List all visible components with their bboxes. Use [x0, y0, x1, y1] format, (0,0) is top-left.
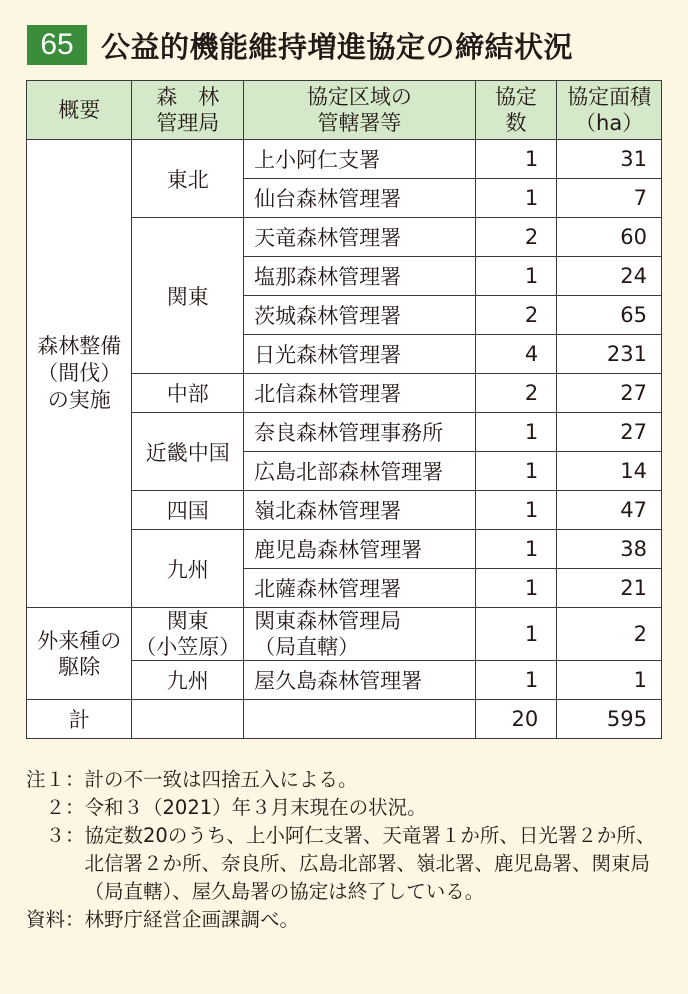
figure-number-badge: 65	[27, 25, 87, 65]
count-cell: 1	[475, 608, 557, 661]
area-cell: 38	[557, 530, 662, 569]
note-3	[26, 822, 666, 906]
office-cell: 屋久島森林管理署	[244, 661, 475, 700]
bureau-cell: 東北	[132, 140, 244, 218]
table-row	[27, 140, 662, 179]
bureau-cell: 近畿中国	[132, 413, 244, 491]
figure-title: 公益的機能維持増進協定の締結状況	[101, 29, 574, 64]
area-cell: 31	[557, 140, 662, 179]
count-cell: 1	[475, 140, 557, 179]
group-label-thinning: 森林整備 （間伐） の実施	[27, 140, 132, 608]
area-cell: 231	[557, 335, 662, 374]
note-text: 林野庁経営企画課調べ。	[84, 908, 300, 931]
note-mark: ３：	[26, 824, 85, 847]
note-2	[26, 794, 666, 822]
count-cell: 1	[475, 413, 557, 452]
note-text: 計の不一致は四捨五入による。	[84, 768, 358, 791]
bureau-cell: 九州	[132, 530, 244, 608]
group-label-invasive: 外来種の 駆除	[27, 608, 132, 700]
figure-title-bar	[27, 23, 573, 67]
area-cell: 14	[557, 452, 662, 491]
area-cell: 24	[557, 257, 662, 296]
header-count: 協定 数	[475, 81, 557, 140]
area-cell: 1	[557, 661, 662, 700]
total-row	[27, 700, 662, 739]
office-cell: 茨城森林管理署	[244, 296, 475, 335]
count-cell: 1	[475, 452, 557, 491]
header-office: 協定区域の 管轄署等	[244, 81, 475, 140]
bureau-cell: 中部	[132, 374, 244, 413]
notes-section	[26, 766, 666, 934]
office-cell: 奈良森林管理事務所	[244, 413, 475, 452]
total-area: 595	[557, 700, 662, 739]
header-gaiyo: 概要	[27, 81, 132, 140]
total-empty-office	[244, 700, 475, 739]
bureau-cell: 関東	[132, 218, 244, 374]
area-cell: 2	[557, 608, 662, 661]
count-cell: 2	[475, 218, 557, 257]
bureau-cell: 九州	[132, 661, 244, 700]
total-empty-bureau	[132, 700, 244, 739]
office-cell: 鹿児島森林管理署	[244, 530, 475, 569]
office-cell: 広島北部森林管理署	[244, 452, 475, 491]
area-cell: 21	[557, 569, 662, 608]
note-mark: 注１：	[26, 768, 85, 791]
note-mark: ２：	[26, 796, 85, 819]
note-mark: 資料：	[26, 908, 85, 931]
office-cell: 塩那森林管理署	[244, 257, 475, 296]
count-cell: 1	[475, 179, 557, 218]
note-1	[26, 766, 666, 794]
office-cell: 天竜森林管理署	[244, 218, 475, 257]
source-note	[26, 906, 666, 934]
count-cell: 1	[475, 661, 557, 700]
count-cell: 1	[475, 491, 557, 530]
office-cell: 関東森林管理局 （局直轄）	[244, 608, 475, 661]
area-cell: 27	[557, 413, 662, 452]
area-cell: 60	[557, 218, 662, 257]
total-count: 20	[475, 700, 557, 739]
office-cell: 上小阿仁支署	[244, 140, 475, 179]
bureau-cell: 関東 （小笠原）	[132, 608, 244, 661]
header-area: 協定面積 （ha）	[557, 81, 662, 140]
office-cell: 北薩森林管理署	[244, 569, 475, 608]
office-cell: 仙台森林管理署	[244, 179, 475, 218]
table-row	[27, 608, 662, 661]
office-cell: 嶺北森林管理署	[244, 491, 475, 530]
count-cell: 2	[475, 374, 557, 413]
count-cell: 1	[475, 257, 557, 296]
count-cell: 1	[475, 569, 557, 608]
note-text: 令和３（2021）年３月末現在の状況。	[84, 796, 427, 819]
area-cell: 7	[557, 179, 662, 218]
area-cell: 65	[557, 296, 662, 335]
area-cell: 47	[557, 491, 662, 530]
header-bureau: 森 林 管理局	[132, 81, 244, 140]
agreement-table	[26, 80, 662, 739]
total-label: 計	[27, 700, 132, 739]
office-cell: 日光森林管理署	[244, 335, 475, 374]
bureau-cell: 四国	[132, 491, 244, 530]
count-cell: 1	[475, 530, 557, 569]
count-cell: 2	[475, 296, 557, 335]
count-cell: 4	[475, 335, 557, 374]
table-header-row	[27, 81, 662, 140]
office-cell: 北信森林管理署	[244, 374, 475, 413]
note-text: 協定数20のうち、上小阿仁支署、天竜署１か所、日光署２か所、北信署２か所、奈良所、広島北部署、嶺北署、鹿児島署、関東局（局直轄）、屋久島署の協定は終了している。	[84, 824, 656, 903]
area-cell: 27	[557, 374, 662, 413]
